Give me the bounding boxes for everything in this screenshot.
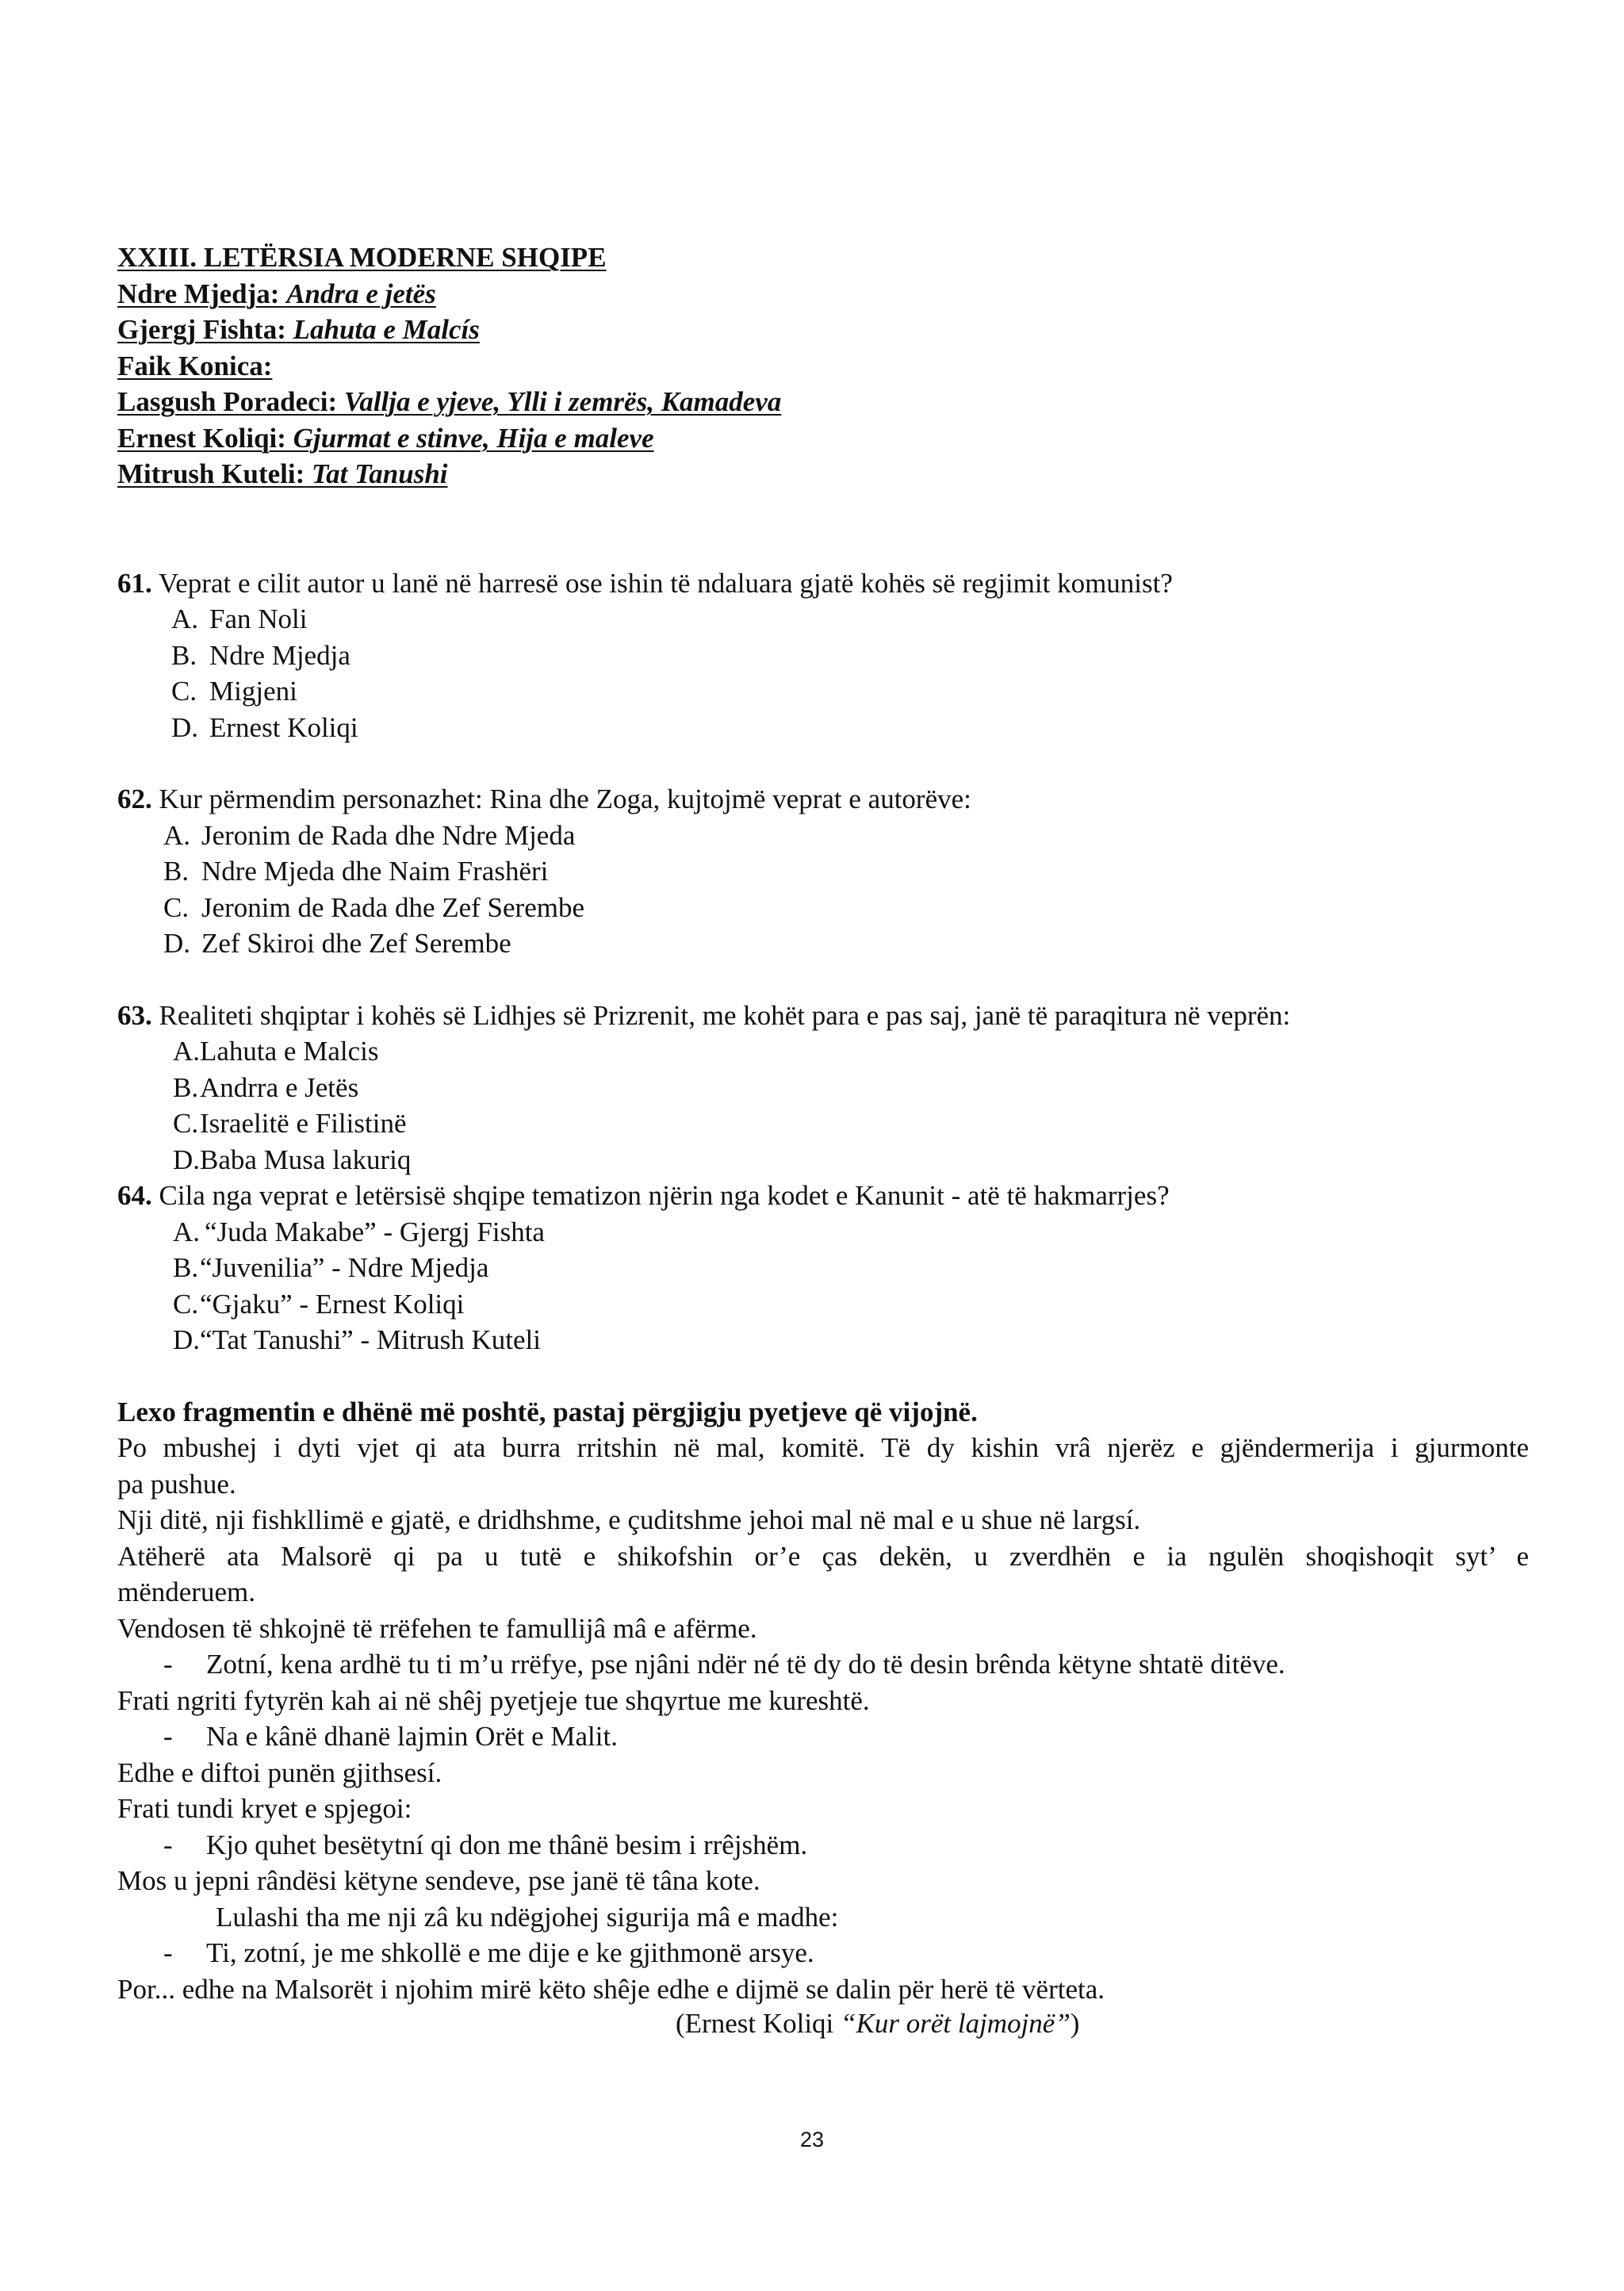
author-line: Gjergj Fishta: Lahuta e Malcís xyxy=(117,314,480,345)
answer-option: B. Ndre Mjedja xyxy=(171,639,350,671)
page-number: 23 xyxy=(799,2128,825,2151)
fragment-line: Edhe e diftoi punën gjithsesí. xyxy=(117,1757,442,1788)
dialogue-line: - Na e kânë dhanë lajmin Orët e Malit. xyxy=(163,1721,618,1752)
author-line: Faik Konica: xyxy=(117,350,273,381)
fragment-line: Frati tundi kryet e spjegoi: xyxy=(117,1793,412,1824)
dialogue-line: - Ti, zotní, je me shkollë e me dije e ke gjithmonë arsye. xyxy=(163,1937,814,1968)
source-title: “Kur orët lajmojnë” xyxy=(841,2008,1071,2039)
answer-option: A. “Juda Makabe” - Gjergj Fishta xyxy=(173,1216,545,1247)
author-works: Lahuta e Malcís xyxy=(293,314,480,345)
question-text: 64. Cila nga veprat e letërsisë shqipe tematizon njërin nga kodet e Kanunit - atë të hakmarrjes? xyxy=(117,1180,1170,1211)
answer-option: A. Fan Noli xyxy=(171,603,308,634)
fragment-line: Po mbushej i dyti vjet qi ata burra rritshin në mal, komitë. Të dy kishin vrâ njerëz e gjëndermerija i gjurmonte xyxy=(117,1432,1529,1463)
question-64 xyxy=(117,1178,1529,1358)
answer-option: B.Andrra e Jetës xyxy=(173,1071,359,1103)
author-works: Gjurmat e stinve, Hija e maleve xyxy=(293,422,654,454)
question-61 xyxy=(117,565,1529,746)
answer-option: B. Ndre Mjeda dhe Naim Frashëri xyxy=(163,856,549,887)
question-text: 62. Kur përmendim personazhet: Rina dhe Zoga, kujtojmë veprat e autorëve: xyxy=(117,783,971,814)
fragment-prompt: Lexo fragmentin e dhënë më poshtë, pastaj përgjigju pyetjeve që vijojnë. xyxy=(117,1396,978,1427)
author-line: Lasgush Poradeci: Vallja e yjeve, Ylli i zemrës, Kamadeva xyxy=(117,386,782,417)
fragment-line: Vendosen të shkojnë të rrëfehen te famullijâ mâ e afërme. xyxy=(117,1612,757,1644)
answer-option: D. Zef Skiroi dhe Zef Serembe xyxy=(163,928,511,959)
document-page xyxy=(117,239,1529,2007)
fragment-line: Lulashi tha me nji zâ ku ndëgjohej sigurija mâ e madhe: xyxy=(216,1901,839,1933)
fragment-line: Mos u jepni rândësi këtyne sendeve, pse janë të tâna kote. xyxy=(117,1865,760,1896)
answer-option: D. Ernest Koliqi xyxy=(171,711,358,743)
fragment-source: (Ernest Koliqi “Kur orët lajmojnë”) xyxy=(676,2008,1080,2039)
fragment-line: Por... edhe na Malsorët i njohim mirë këto shêje edhe e dijmë se dalin për herë të vërteta. xyxy=(117,1973,1105,2005)
fragment-line: pa pushue. xyxy=(117,1468,236,1500)
answer-option: C. Jeronim de Rada dhe Zef Serembe xyxy=(163,891,585,923)
fragment-line: Atëherë ata Malsorë qi pa u tutë e shikofshin or’e ças dekën, u zverdhën e ia ngulën shoqishoqit syt’ e xyxy=(117,1540,1529,1572)
answer-option: A.Lahuta e Malcis xyxy=(173,1036,379,1067)
dialogue-line: - Kjo quhet besëtytní qi don me thânë besim i rrêjshëm. xyxy=(163,1829,808,1860)
answer-option: C.“Gjaku” - Ernest Koliqi xyxy=(173,1288,465,1320)
section-header xyxy=(117,239,1529,492)
author-works: Tat Tanushi xyxy=(311,458,448,489)
fragment-line: Nji ditë, nji fishkllimë e gjatë, e dridhshme, e çuditshme jehoi mal në mal e u shue në largsí. xyxy=(117,1504,1141,1535)
answer-option: C. Migjeni xyxy=(171,676,297,707)
author-works: Vallja e yjeve, Ylli i zemrës, Kamadeva xyxy=(343,386,782,417)
question-text: 61. Veprat e cilit autor u lanë në harresë ose ishin të ndaluara gjatë kohës së regjimit komunist? xyxy=(117,567,1173,599)
reading-fragment xyxy=(117,1394,1529,2008)
dialogue-line: - Zotní, kena ardhë tu ti m’u rrëfye, pse njâni ndër né të dy do të desin brênda këtyne shtatë ditëve. xyxy=(163,1649,1285,1680)
answer-option: D.Baba Musa lakuriq xyxy=(173,1144,412,1175)
fragment-line: Frati ngriti fytyrën kah ai në shêj pyetjeje tue shqyrtue me kureshtë. xyxy=(117,1684,870,1716)
fragment-line: mënderuem. xyxy=(117,1576,255,1607)
answer-option: D.“Tat Tanushi” - Mitrush Kuteli xyxy=(173,1324,541,1355)
question-text: 63. Realiteti shqiptar i kohës së Lidhjes së Prizrenit, me kohët para e pas saj, janë të paraqitura në veprën: xyxy=(117,999,1291,1031)
question-63 xyxy=(117,998,1529,1178)
author-line: Ernest Koliqi: Gjurmat e stinve, Hija e maleve xyxy=(117,422,654,454)
answer-option: C.Israelitë e Filistinë xyxy=(173,1108,407,1139)
section-title: XXIII. LETËRSIA MODERNE SHQIPE xyxy=(117,242,607,273)
question-62 xyxy=(117,781,1529,962)
answer-option: B.“Juvenilia” - Ndre Mjedja xyxy=(173,1252,489,1283)
author-line: Ndre Mjedja: Andra e jetës xyxy=(117,278,436,309)
author-line: Mitrush Kuteli: Tat Tanushi xyxy=(117,458,448,489)
author-works: Andra e jetës xyxy=(286,278,436,309)
answer-option: A. Jeronim de Rada dhe Ndre Mjeda xyxy=(163,819,576,851)
